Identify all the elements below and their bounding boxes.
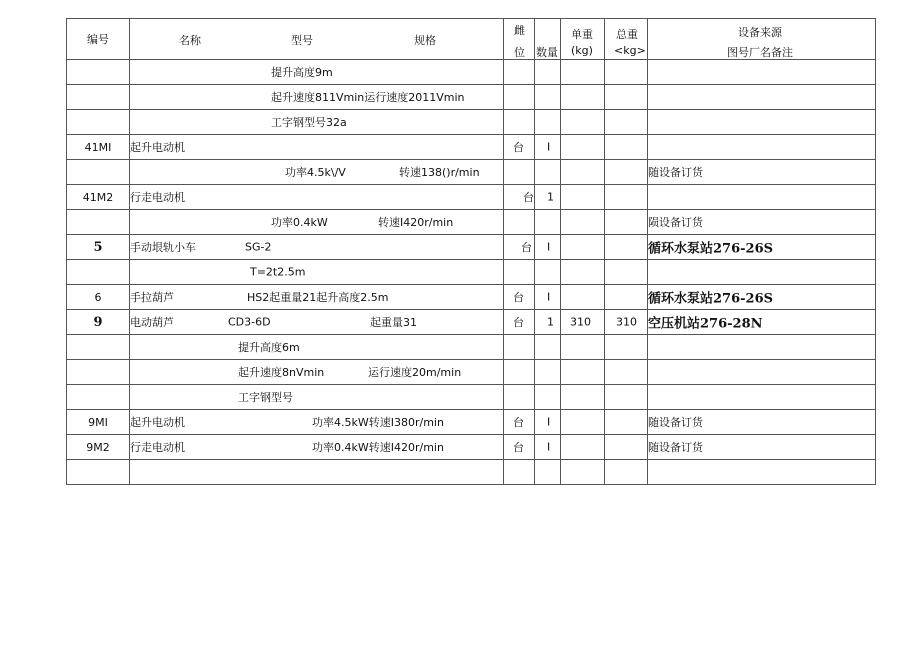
cell-note-col	[648, 210, 876, 235]
cell-unit: 台	[521, 241, 532, 254]
cell-uw-col	[561, 385, 605, 410]
cell-unit: 台	[513, 441, 524, 454]
cell-note-col	[648, 60, 876, 85]
table-row	[67, 135, 876, 160]
cell-tw: 310	[616, 315, 637, 329]
cell-qty-col	[535, 385, 561, 410]
header-name-label: 名称	[179, 34, 201, 47]
cell-note-col	[648, 85, 876, 110]
cell-model: SG-2	[245, 240, 272, 254]
cell-model: HS2起重量21起升高度2.5m	[247, 291, 389, 304]
cell-qty-col	[535, 60, 561, 85]
cell-note-col	[648, 285, 876, 310]
cell-uw-col	[561, 460, 605, 485]
cell-main-col	[130, 135, 504, 160]
cell-no: 9	[93, 314, 103, 330]
cell-uw-col	[561, 410, 605, 435]
header-qty	[535, 19, 561, 60]
cell-note: 循环水泵站276-26S	[648, 241, 774, 257]
cell-main-col	[130, 60, 504, 85]
cell-unit-col	[504, 210, 535, 235]
header-qty-label: 数量	[536, 46, 558, 59]
cell-qty-col	[535, 85, 561, 110]
cell-unit-col	[504, 410, 535, 435]
table-row	[67, 360, 876, 385]
cell-note-col	[648, 335, 876, 360]
cell-no-col	[67, 210, 130, 235]
cell-no-col	[67, 435, 130, 460]
cell-tw-col	[605, 235, 648, 260]
cell-model: 功率4.5k\/V	[285, 166, 346, 179]
cell-note-col	[648, 360, 876, 385]
header-total-weight-top: 总重	[616, 28, 638, 41]
cell-main-col	[130, 460, 504, 485]
cell-unit-col	[504, 335, 535, 360]
cell-qty-col	[535, 235, 561, 260]
cell-unit-col	[504, 60, 535, 85]
cell-qty-col	[535, 435, 561, 460]
header-no	[67, 19, 130, 60]
cell-unit: 台	[523, 191, 534, 204]
table-row	[67, 235, 876, 260]
cell-name: 行走电动机	[130, 441, 185, 454]
cell-note-col	[648, 235, 876, 260]
cell-note: 随设备订货	[648, 166, 703, 179]
cell-uw-col	[561, 260, 605, 285]
cell-spec: 功率4.5kW转速I380r/min	[312, 416, 444, 429]
table-row	[67, 160, 876, 185]
cell-note: 随设备订货	[648, 441, 703, 454]
cell-qty: I	[547, 415, 551, 429]
cell-tw-col	[605, 435, 648, 460]
cell-main-col	[130, 310, 504, 335]
cell-no-col	[67, 310, 130, 335]
cell-qty-col	[535, 360, 561, 385]
cell-note-col	[648, 385, 876, 410]
cell-no-col	[67, 360, 130, 385]
cell-no-col	[67, 260, 130, 285]
cell-qty-col	[535, 260, 561, 285]
cell-main-col	[130, 110, 504, 135]
table-row	[67, 85, 876, 110]
header-unit	[504, 19, 535, 60]
header-total-weight-bottom: <kg>	[614, 44, 646, 57]
header-unit-weight-top: 单重	[571, 28, 593, 41]
cell-main-col	[130, 385, 504, 410]
cell-tw-col	[605, 85, 648, 110]
cell-model: T=2t2.5m	[250, 265, 306, 279]
cell-main-col	[130, 260, 504, 285]
cell-unit-col	[504, 285, 535, 310]
cell-uw-col	[561, 435, 605, 460]
cell-main-col	[130, 335, 504, 360]
cell-uw-col	[561, 210, 605, 235]
cell-uw-col	[561, 310, 605, 335]
header-total-weight	[605, 19, 648, 60]
cell-unit-col	[504, 460, 535, 485]
cell-unit-col	[504, 110, 535, 135]
cell-spec: 工字钢型号32a	[271, 116, 347, 129]
cell-tw-col	[605, 210, 648, 235]
header-unit-weight-bottom: (kg)	[571, 44, 593, 57]
cell-note-col	[648, 310, 876, 335]
cell-note-col	[648, 160, 876, 185]
cell-main-col	[130, 410, 504, 435]
header-source-bottom: 图号厂名备注	[727, 46, 793, 59]
cell-tw-col	[605, 335, 648, 360]
cell-name: 起升电动机	[130, 141, 185, 154]
cell-spec: 提升高度9m	[271, 66, 333, 79]
cell-spec: 转速I420r/min	[378, 216, 454, 229]
header-source-top: 设备来源	[738, 26, 782, 39]
cell-note-col	[648, 460, 876, 485]
cell-main-col	[130, 85, 504, 110]
cell-no-col	[67, 410, 130, 435]
cell-model: 起升速度8nVmin	[238, 366, 325, 379]
cell-unit-col	[504, 385, 535, 410]
cell-unit-col	[504, 260, 535, 285]
table-row	[67, 385, 876, 410]
cell-note-col	[648, 110, 876, 135]
cell-uw-col	[561, 335, 605, 360]
cell-unit-col	[504, 310, 535, 335]
cell-uw-col	[561, 160, 605, 185]
table-row	[67, 260, 876, 285]
cell-uw-col	[561, 285, 605, 310]
cell-qty-col	[535, 135, 561, 160]
header-spec-label: 规格	[414, 34, 436, 47]
cell-unit: 台	[513, 141, 524, 154]
cell-note-col	[648, 410, 876, 435]
cell-uw-col	[561, 85, 605, 110]
cell-no-col	[67, 460, 130, 485]
cell-unit-col	[504, 360, 535, 385]
cell-tw-col	[605, 460, 648, 485]
cell-qty-col	[535, 210, 561, 235]
cell-tw-col	[605, 60, 648, 85]
cell-unit: 台	[513, 291, 524, 304]
cell-qty-col	[535, 110, 561, 135]
cell-no-col	[67, 235, 130, 260]
cell-main-col	[130, 160, 504, 185]
cell-no: 9MI	[88, 415, 108, 429]
cell-main-col	[130, 185, 504, 210]
cell-tw-col	[605, 160, 648, 185]
cell-name: 行走电动机	[130, 191, 185, 204]
cell-uw: 310	[570, 315, 591, 329]
cell-main-col	[130, 435, 504, 460]
cell-name: 电动葫芦	[130, 316, 174, 329]
cell-model: 工字钢型号	[238, 391, 293, 404]
cell-main-col	[130, 210, 504, 235]
cell-uw-col	[561, 135, 605, 160]
cell-qty: 1	[547, 190, 554, 204]
cell-tw-col	[605, 110, 648, 135]
cell-tw-col	[605, 260, 648, 285]
header-unit-bottom: 位	[514, 46, 525, 59]
cell-model: 提升高度6m	[238, 341, 300, 354]
cell-unit-col	[504, 135, 535, 160]
cell-qty: I	[547, 140, 551, 154]
cell-no-col	[67, 135, 130, 160]
cell-no: 9M2	[86, 440, 110, 454]
cell-no-col	[67, 385, 130, 410]
cell-unit-col	[504, 235, 535, 260]
cell-note-col	[648, 260, 876, 285]
cell-tw-col	[605, 360, 648, 385]
cell-note: 循环水泵站276-26S	[648, 291, 774, 307]
cell-spec: 转速138()r/min	[399, 166, 480, 179]
table-row	[67, 60, 876, 85]
cell-no-col	[67, 285, 130, 310]
cell-spec: 运行速度20m/min	[368, 366, 462, 379]
equipment-table	[66, 18, 876, 485]
cell-uw-col	[561, 360, 605, 385]
cell-no-col	[67, 185, 130, 210]
cell-unit-col	[504, 435, 535, 460]
header-unit-top: 雌	[514, 24, 525, 37]
cell-qty: I	[547, 440, 551, 454]
cell-qty-col	[535, 410, 561, 435]
cell-note-col	[648, 135, 876, 160]
cell-unit-col	[504, 185, 535, 210]
cell-no-col	[67, 160, 130, 185]
table-row	[67, 435, 876, 460]
cell-tw-col	[605, 185, 648, 210]
cell-qty: 1	[547, 315, 554, 329]
cell-model: CD3-6D	[228, 315, 271, 329]
cell-note: 随设备订货	[648, 416, 703, 429]
cell-name: 手拉葫芦	[130, 291, 174, 304]
cell-qty: I	[547, 240, 551, 254]
cell-no: 5	[93, 239, 103, 255]
table-row	[67, 335, 876, 360]
cell-name: 手动垠轨小车	[130, 241, 196, 254]
cell-qty-col	[535, 285, 561, 310]
cell-main-col	[130, 235, 504, 260]
header-source	[648, 19, 876, 60]
cell-unit-col	[504, 160, 535, 185]
cell-qty-col	[535, 185, 561, 210]
cell-qty-col	[535, 460, 561, 485]
header-unit-weight	[561, 19, 605, 60]
cell-name: 起升电动机	[130, 416, 185, 429]
table-row	[67, 310, 876, 335]
cell-no-col	[67, 335, 130, 360]
cell-no-col	[67, 110, 130, 135]
cell-qty-col	[535, 160, 561, 185]
cell-no-col	[67, 85, 130, 110]
cell-main-col	[130, 360, 504, 385]
cell-spec: 起升速度811Vmin运行速度2011Vmin	[271, 91, 465, 104]
cell-uw-col	[561, 60, 605, 85]
cell-uw-col	[561, 185, 605, 210]
cell-tw-col	[605, 135, 648, 160]
cell-tw-col	[605, 285, 648, 310]
cell-spec: 功率0.4kW转速I420r/min	[312, 441, 444, 454]
cell-unit: 台	[513, 416, 524, 429]
table-row	[67, 110, 876, 135]
header-no-label: 编号	[87, 33, 109, 46]
table-row	[67, 185, 876, 210]
cell-note: 空压机站276-28N	[648, 316, 763, 332]
cell-no: 6	[94, 290, 102, 304]
cell-note-col	[648, 185, 876, 210]
table-row	[67, 210, 876, 235]
cell-model: 功率0.4kW	[271, 216, 328, 229]
cell-tw-col	[605, 310, 648, 335]
cell-qty-col	[535, 310, 561, 335]
cell-uw-col	[561, 110, 605, 135]
table-row	[67, 410, 876, 435]
cell-no-col	[67, 60, 130, 85]
table-row	[67, 285, 876, 310]
cell-note-col	[648, 435, 876, 460]
cell-spec: 起重量31	[370, 316, 417, 329]
cell-qty-col	[535, 335, 561, 360]
header-name-model-spec	[130, 19, 504, 60]
cell-uw-col	[561, 235, 605, 260]
cell-no: 41M2	[82, 190, 114, 204]
cell-unit-col	[504, 85, 535, 110]
cell-main-col	[130, 285, 504, 310]
cell-unit: 台	[513, 316, 524, 329]
cell-no: 41MI	[84, 140, 112, 154]
table-row	[67, 460, 876, 485]
header-model-label: 型号	[291, 34, 313, 47]
cell-tw-col	[605, 410, 648, 435]
cell-note: 陨设备订货	[648, 216, 703, 229]
cell-tw-col	[605, 385, 648, 410]
header-row	[67, 19, 876, 60]
cell-qty: I	[547, 290, 551, 304]
